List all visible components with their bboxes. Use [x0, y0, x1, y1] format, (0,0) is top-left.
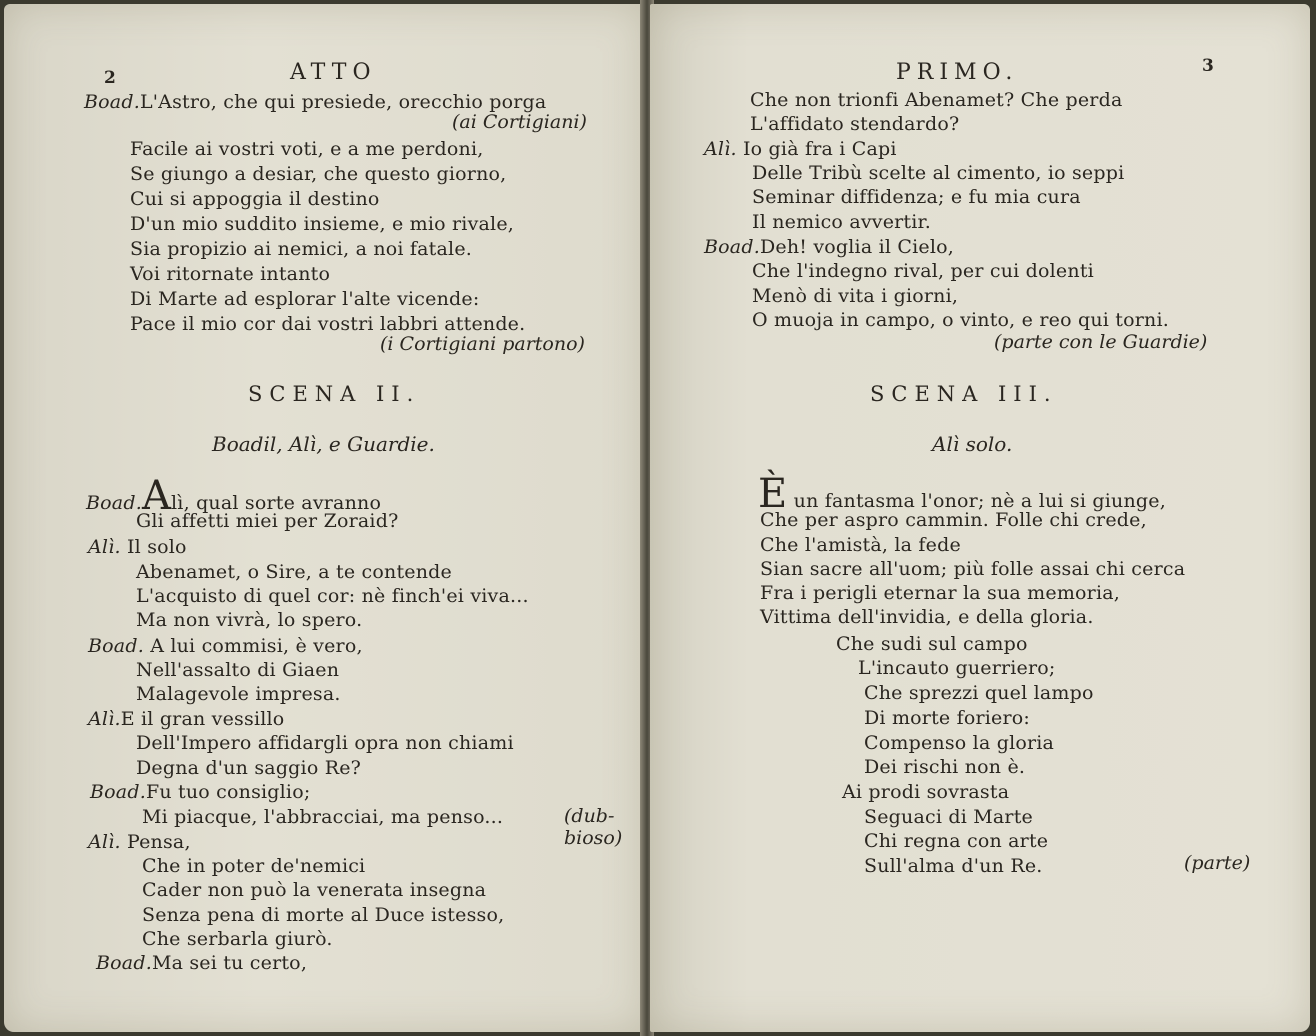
verse-line: Delle Tribù scelte al cimento, io seppi: [752, 162, 1125, 184]
verse-line: Se giungo a desiar, che questo giorno,: [130, 163, 507, 185]
verse-text: lì, qual sorte avranno: [171, 492, 382, 514]
verse-text: E il gran vessillo: [120, 708, 285, 730]
aria-line: Ai prodi sovrasta: [842, 781, 1010, 803]
aria-line: Chi regna con arte: [864, 830, 1049, 852]
verse-line: Dell'Impero affidargli opra non chiami: [136, 732, 514, 754]
verse-text: Io già fra i Capi: [742, 138, 897, 160]
verse-line: D'un mio suddito insieme, e mio rivale,: [130, 213, 515, 235]
running-head: PRIMO.: [896, 60, 1019, 85]
verse-line: [704, 137, 897, 161]
aria-line: Di morte foriero:: [864, 707, 1031, 729]
verse-text: Deh! voglia il Cielo,: [759, 236, 954, 258]
page-number: 2: [104, 68, 116, 88]
stage-direction: (parte con le Guardie): [994, 331, 1208, 353]
aria-line: Che sudi sul campo: [836, 633, 1028, 655]
aria-line: Compenso la gloria: [864, 732, 1055, 754]
verse-line: L'acquisto di quel cor: nè finch'ei viva...: [136, 585, 529, 607]
verse-line: Sia propizio ai nemici, a noi fatale.: [130, 238, 473, 260]
verse-line: Degna d'un saggio Re?: [136, 757, 362, 779]
speaker: Boad.: [84, 91, 140, 113]
stage-direction: (ai Cortigiani): [452, 111, 587, 133]
verse-text: un fantasma l'onor; nè a lui si giunge,: [793, 490, 1166, 512]
verse-text: Pensa,: [126, 831, 191, 853]
verse-line: [96, 951, 307, 975]
verse-line: Che l'amistà, la fede: [760, 534, 961, 556]
speaker: Boad.: [86, 492, 142, 514]
verse-line: Seminar diffidenza; e fu mia cura: [752, 186, 1081, 208]
verse-line: Menò di vita i giorni,: [752, 285, 959, 307]
verse-line: Nell'assalto di Giaen: [136, 659, 340, 681]
verse-line: Facile ai vostri voti, e a me perdoni,: [130, 138, 484, 160]
scene-title: SCENA III.: [870, 382, 1058, 406]
aria-line: Seguaci di Marte: [864, 806, 1033, 828]
verse-line: Abenamet, o Sire, a te contende: [136, 561, 452, 583]
verse-line: [88, 707, 284, 731]
dramatis-personae: Alì solo.: [932, 432, 1013, 456]
verse-text: Ma sei tu certo,: [151, 952, 308, 974]
speaker: Boad.: [88, 635, 144, 657]
verse-line: L'affidato stendardo?: [750, 113, 960, 135]
drop-cap: È: [758, 471, 788, 517]
verse-line: Gli affetti miei per Zoraid?: [136, 510, 399, 532]
verse-line: Mi piacque, l'abbracciai, ma penso...: [142, 806, 504, 828]
aria-line: Dei rischi non è.: [864, 756, 1026, 778]
stage-direction: (i Cortigiani partono): [380, 333, 585, 355]
verse-line: Senza pena di morte al Duce istesso,: [142, 904, 505, 926]
verse-text: A lui commisi, è vero,: [150, 635, 363, 657]
dramatis-personae: Boadil, Alì, e Guardie.: [212, 432, 435, 456]
verse-line: Pace il mio cor dai vostri labbri attende.: [130, 313, 526, 335]
speaker: Alì.: [88, 536, 121, 558]
verse-line: Che l'indegno rival, per cui dolenti: [752, 260, 1094, 282]
verse-line: [90, 780, 310, 804]
verse-line: Sian sacre all'uom; più folle assai chi cerca: [760, 558, 1186, 580]
drop-cap: A: [141, 473, 172, 519]
speaker: Alì.: [88, 708, 121, 730]
verse-line: Vittima dell'invidia, e della gloria.: [760, 606, 1094, 628]
verse-line: Ma non vivrà, lo spero.: [136, 609, 363, 631]
verse-line: Cui si appoggia il destino: [130, 188, 380, 210]
stage-direction: (dub-: [564, 805, 615, 827]
stage-direction: bioso): [564, 827, 623, 849]
page-number: 3: [1202, 56, 1214, 76]
right-page: [650, 4, 1310, 1032]
verse-line: Di Marte ad esplorar l'alte vicende:: [130, 288, 480, 310]
speaker: Boad.: [96, 952, 152, 974]
verse-text: L'Astro, che qui presiede, orecchio porga: [139, 91, 547, 113]
verse-line: O muoja in campo, o vinto, e reo qui torni.: [752, 309, 1169, 331]
scene-title: SCENA II.: [248, 382, 421, 406]
verse-line: [88, 634, 363, 658]
left-page: [4, 4, 644, 1032]
verse-text: Il solo: [126, 536, 187, 558]
verse-line: Malagevole impresa.: [136, 683, 341, 705]
verse-line: Che in poter de'nemici: [142, 855, 366, 877]
verse-line: [704, 235, 954, 259]
verse-text: Fu tuo consiglio;: [145, 781, 311, 803]
speaker: Boad.: [704, 236, 760, 258]
verse-line: Fra i perigli eternar la sua memoria,: [760, 582, 1121, 604]
verse-line: Che per aspro cammin. Folle chi crede,: [760, 509, 1147, 531]
verse-line: Che non trionfi Abenamet? Che perda: [750, 89, 1123, 111]
verse-line: Cader non può la venerata insegna: [142, 879, 487, 901]
aria-line: L'incauto guerriero;: [858, 657, 1056, 679]
stage-direction: (parte): [1184, 852, 1251, 874]
verse-line: [88, 535, 187, 559]
speaker: Boad.: [90, 781, 146, 803]
speaker: Alì.: [88, 831, 121, 853]
verse-line: Che serbarla giurò.: [142, 928, 333, 950]
verse-line: Il nemico avvertir.: [752, 211, 931, 233]
verse-line: Voi ritornate intanto: [130, 263, 331, 285]
aria-line: Sull'alma d'un Re.: [864, 855, 1043, 877]
speaker: Alì.: [704, 138, 737, 160]
verse-line: [88, 830, 191, 854]
aria-line: Che sprezzi quel lampo: [864, 682, 1094, 704]
running-head: ATTO: [290, 60, 377, 85]
